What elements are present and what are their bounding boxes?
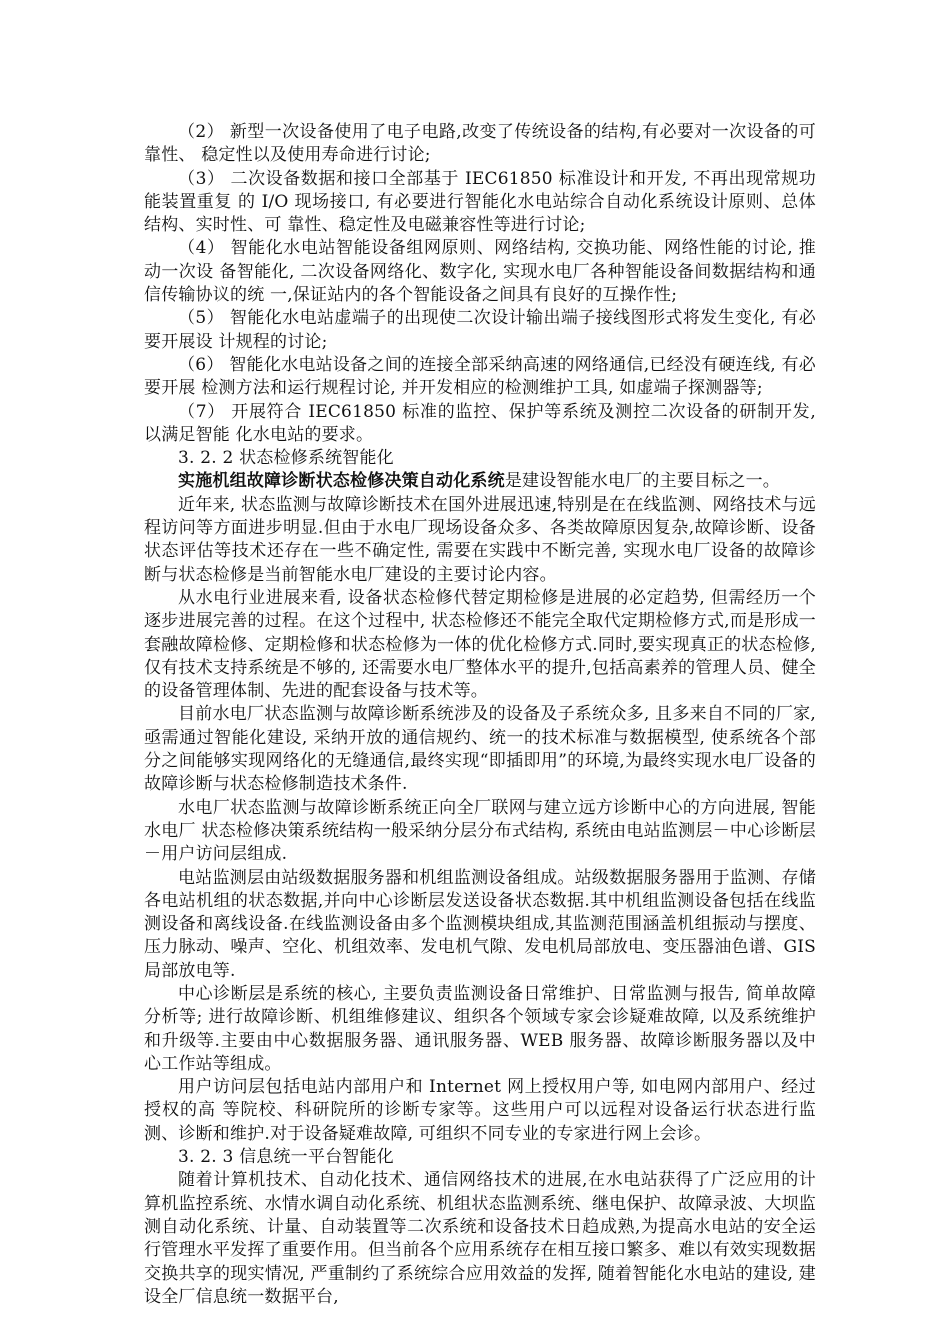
- paragraph-station-layer: 电站监测层由站级数据服务器和机组监测设备组成。站级数据服务器用于监测、存储各电站机组的状态数据,并向中心诊断层发送设备状态数据.其中机组监测设备包括在线监测设备和离线设备.在线监测设备由多个监测模块组成,其监测范围涵盖机组振动与摆度、压力脉动、噪声、空化、机组效率、发电机气隙、发电机局部放电、变压器油色谱、GIS 局部放电等.: [144, 867, 816, 981]
- section-heading-3-2-2: 3. 2. 2 状态检修系统智能化: [178, 448, 394, 469]
- bold-phrase: 实施机组故障诊断状态检修决策自动化系统: [178, 471, 505, 492]
- paragraph-item-2: （2） 新型一次设备使用了电子电路,改变了传统设备的结构,有必要对一次设备的可靠性、 稳定性以及使用寿命进行讨论;: [144, 122, 816, 166]
- paragraph-center-layer: 中心诊断层是系统的核心, 主要负责监测设备日常维护、日常监测与报告, 简单故障分析等; 进行故障诊断、机组维修建议、组织各个领域专家会诊疑难故障, 以及系统维护和升级等.主要由中心数据服务器、通讯服务器、WEB 服务器、故障诊断服务器以及中心工作站等组成。: [144, 983, 816, 1074]
- paragraph-item-7: （7） 开展符合 IEC61850 标准的监控、保护等系统及测控二次设备的研制开发, 以满足智能 化水电站的要求。: [144, 401, 816, 445]
- paragraph-text: 是建设智能水电厂的主要目标之一。: [504, 471, 781, 492]
- paragraph-item-3: （3） 二次设备数据和接口全部基于 IEC61850 标准设计和开发, 不再出现常规功能装置重复 的 I/O 现场接口, 有必要进行智能化水电站综合自动化系统设计原则、总体结构、实时性、可 靠性、稳定性及电磁兼容性等进行讨论;: [144, 168, 816, 236]
- section-heading-3-2-3: 3. 2. 3 信息统一平台智能化: [178, 1147, 394, 1168]
- paragraph-industry-trend: 从水电行业进展来看, 设备状态检修代替定期检修是进展的必定趋势, 但需经历一个逐步进展完善的过程。在这个过程中, 状态检修还不能完全取代定期检修方式,而是形成一套融故障检修、定期检修和状态检修为一体的优化检修方式.同时,要实现真正的状态检修, 仅有技术支持系统是不够的, 还需要水电厂整体水平的提升,包括高素养的管理人员、健全的设备管理体制、先进的配套设备与技术等。: [144, 587, 816, 702]
- paragraph-current-status: 目前水电厂状态监测与故障诊断系统涉及的设备及子系统众多, 且多来自不同的厂家, 亟需通过智能化建设, 采纳开放的通信规约、统一的技术标准与数据模型, 使系统各个部分之间能够实现网络化的无缝通信,最终实现“即插即用”的环境,为最终实现水电厂设备的故障诊断与状态检修制造技术条件.: [144, 704, 816, 795]
- paragraph-system-structure: 水电厂状态监测与故障诊断系统正向全厂联网与建立远方诊断中心的方向进展, 智能水电厂 状态检修决策系统结构一般采纳分层分布式结构, 系统由电站监测层－中心诊断层－用户访问层组成.: [144, 797, 816, 865]
- paragraph-user-layer: 用户访问层包括电站内部用户和 Internet 网上授权用户等, 如电网内部用户、经过授权的高 等院校、科研院所的诊断专家等。这些用户可以远程对设备运行状态进行监测、诊断和维护.对于设备疑难故障, 可组织不同专业的专家进行网上会诊。: [144, 1077, 816, 1144]
- paragraph-main-goal: [144, 470, 816, 493]
- paragraph-item-6: （6） 智能化水电站设备之间的连接全部采纳高速的网络通信,已经没有硬连线, 有必要开展 检测方法和运行规程讨论, 并开发相应的检测维护工具, 如虚端子探测器等;: [144, 354, 816, 399]
- document-page: [144, 121, 816, 1309]
- paragraph-item-5: （5） 智能化水电站虚端子的出现使二次设计输出端子接线图形式将发生变化, 有必要开展设 计规程的讨论;: [144, 308, 816, 352]
- paragraph-info-platform: 随着计算机技术、自动化技术、通信网络技术的进展,在水电站获得了广泛应用的计算机监控系统、水情水调自动化系统、机组状态监测系统、继电保护、故障录波、大坝监测自动化系统、计量、自动装置等二次系统和设备技术日趋成熟,为提高水电站的安全运行管理水平发挥了重要作用。但当前各个应用系统存在相互接口繁多、难以有效实现数据交换共享的现实情况, 严重制约了系统综合应用效益的发挥, 随着智能化水电站的建设, 建设全厂信息统一数据平台,: [144, 1170, 816, 1307]
- paragraph-recent-years: 近年来, 状态监测与故障诊断技术在国外进展迅速,特别是在在线监测、网络技术与远程访问等方面进步明显.但由于水电厂现场设备众多、各类故障原因复杂,故障诊断、设备状态评估等技术还存在一些不确定性, 需要在实践中不断完善, 实现水电厂设备的故障诊断与状态检修是当前智能水电厂建设的主要讨论内容。: [144, 494, 816, 585]
- paragraph-item-4: （4） 智能化水电站智能设备组网原则、网络结构, 交换功能、网络性能的讨论, 推动一次设 备智能化, 二次设备网络化、数字化, 实现水电厂各种智能设备间数据结构和通信传输协议的统 一,保证站内的各个智能设备之间具有良好的互操作性;: [144, 238, 816, 306]
